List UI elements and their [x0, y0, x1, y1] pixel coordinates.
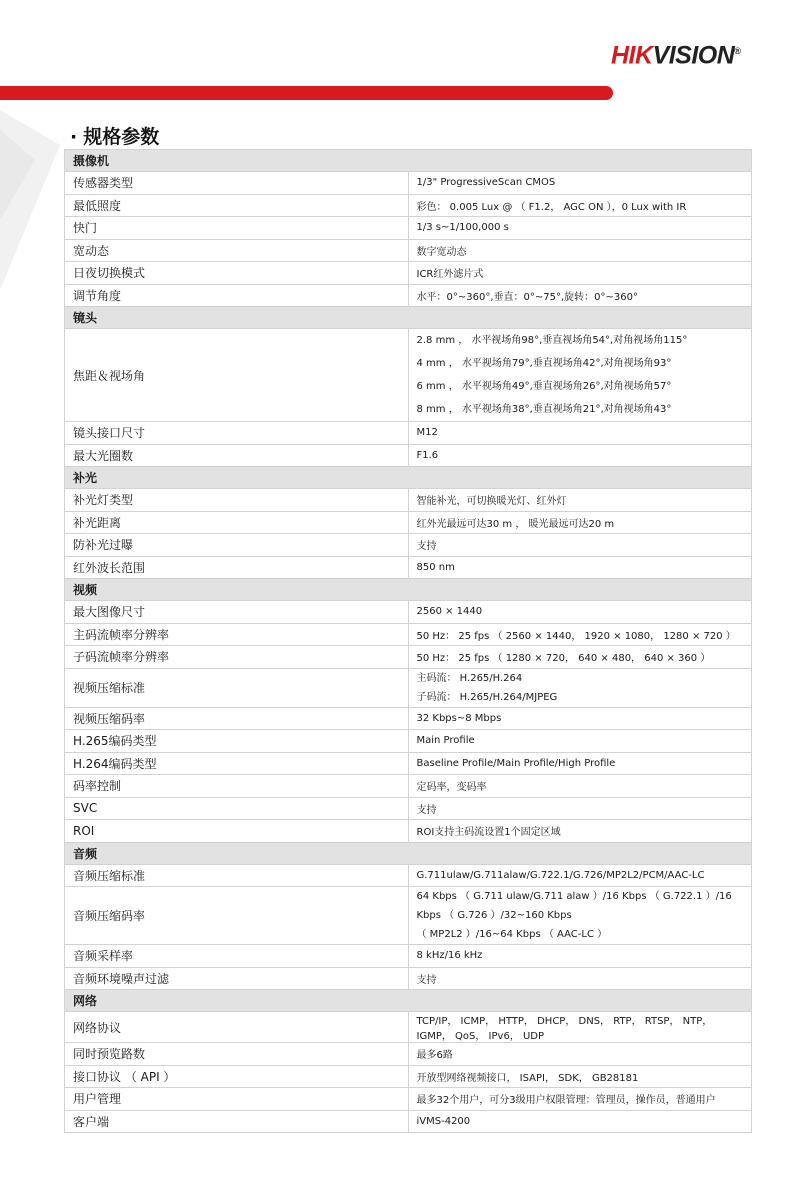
spec-value	[408, 752, 752, 775]
spec-value	[408, 668, 752, 707]
spec-value	[408, 797, 752, 820]
spec-key: 宽动态	[65, 239, 409, 262]
spec-value-line: 1/3" ProgressiveScan CMOS	[416, 177, 556, 189]
spec-value-line: 支持	[416, 804, 437, 816]
spec-row	[65, 1012, 752, 1043]
spec-table	[64, 149, 752, 1133]
spec-value-line: Main Profile	[416, 735, 475, 747]
spec-value-line: （ MP2L2 ）/16~64 Kbps （ AAC-LC ）	[416, 929, 608, 940]
spec-value	[408, 1110, 752, 1133]
spec-value-line: 智能补光，可切换暖光灯、红外灯	[416, 496, 567, 508]
spec-key: 客户端	[65, 1110, 409, 1133]
spec-key: 防补光过曝	[65, 534, 409, 557]
spec-value-line: 8 mm ， 水平视场角38°,垂直视场角21°,对角视场角43°	[416, 404, 672, 415]
spec-row	[65, 239, 752, 262]
spec-value-line: 最多32个用户，可分3级用户权限管理：管理员，操作员，普通用户	[416, 1095, 716, 1107]
spec-key: H.264编码类型	[65, 752, 409, 775]
spec-value-line: 850 nm	[416, 561, 455, 573]
section-header-row	[65, 579, 752, 601]
spec-key: 日夜切换模式	[65, 262, 409, 285]
spec-value-line: G.711ulaw/G.711alaw/G.722.1/G.726/MP2L2/PCM/AAC-LC	[416, 869, 705, 881]
spec-value-line: 2560 × 1440	[416, 606, 483, 618]
spec-value-line: 水平：0°~360°,垂直：0°~75°,旋转：0°~360°	[416, 291, 638, 303]
spec-key: 视频压缩标准	[65, 668, 409, 707]
section-title: 音频	[65, 842, 752, 864]
spec-value-line: M12	[416, 427, 438, 439]
spec-value	[408, 444, 752, 467]
spec-value	[408, 556, 752, 579]
spec-key: 镜头接口尺寸	[65, 422, 409, 445]
spec-value-line: 主码流： H.265/H.264	[416, 672, 523, 684]
spec-key: 焦距＆视场角	[65, 329, 409, 422]
spec-value-line: 32 Kbps~8 Mbps	[416, 712, 502, 724]
section-title: 视频	[65, 579, 752, 601]
spec-value-line: 数字宽动态	[416, 246, 467, 258]
spec-row	[65, 967, 752, 990]
spec-row	[65, 1110, 752, 1133]
spec-value-line: TCP/IP， ICMP， HTTP， DHCP， DNS， RTP， RTSP， NTP， IGMP， QoS， IPv6， UDP	[416, 1016, 713, 1042]
spec-key: 补光距离	[65, 511, 409, 534]
spec-row	[65, 775, 752, 798]
spec-value-line: 50 Hz： 25 fps （ 1280 × 720， 640 × 480， 640 × 360 ）	[416, 653, 711, 665]
spec-row	[65, 489, 752, 512]
spec-value	[408, 1088, 752, 1111]
spec-row	[65, 422, 752, 445]
spec-value-line: 支持	[416, 974, 437, 986]
header-red-bar	[0, 86, 613, 100]
page-title: · 规格参数	[70, 126, 160, 148]
spec-row	[65, 262, 752, 285]
spec-row	[65, 194, 752, 217]
spec-key: 快门	[65, 217, 409, 240]
spec-row	[65, 707, 752, 730]
spec-value-line: 最多6路	[416, 1050, 453, 1062]
spec-key: 最大光圈数	[65, 444, 409, 467]
spec-key: 子码流帧率分辨率	[65, 646, 409, 669]
spec-row	[65, 172, 752, 195]
spec-key: 音频压缩标准	[65, 864, 409, 887]
spec-value	[408, 646, 752, 669]
section-title: 摄像机	[65, 150, 752, 172]
spec-value-line: 支持	[416, 541, 437, 553]
spec-value-line: 64 Kbps （ G.711 ulaw/G.711 alaw ）/16 Kbps （ G.722.1 ）/16 Kbps （ G.726 ）/32~160 Kbps	[416, 891, 732, 921]
spec-key: 接口协议 （ API ）	[65, 1065, 409, 1088]
spec-value-line: 定码率，变码率	[416, 782, 487, 794]
spec-row	[65, 1065, 752, 1088]
spec-value	[408, 1012, 752, 1043]
spec-value	[408, 967, 752, 990]
spec-row	[65, 646, 752, 669]
spec-row	[65, 730, 752, 753]
spec-value-line: iVMS-4200	[416, 1115, 471, 1127]
spec-value-line: 4 mm ， 水平视场角79°,垂直视场角42°,对角视场角93°	[416, 358, 672, 369]
spec-value	[408, 820, 752, 843]
section-title: 网络	[65, 990, 752, 1012]
spec-value	[408, 239, 752, 262]
spec-row	[65, 945, 752, 968]
spec-value	[408, 489, 752, 512]
spec-row	[65, 623, 752, 646]
spec-value-line: 2.8 mm ， 水平视场角98°,垂直视场角54°,对角视场角115°	[416, 335, 688, 346]
spec-row	[65, 820, 752, 843]
spec-row	[65, 601, 752, 624]
spec-key: 最大图像尺寸	[65, 601, 409, 624]
spec-value	[408, 775, 752, 798]
spec-row	[65, 534, 752, 557]
spec-value	[408, 1043, 752, 1066]
section-header-row	[65, 467, 752, 489]
spec-row	[65, 752, 752, 775]
spec-row	[65, 797, 752, 820]
section-title: 补光	[65, 467, 752, 489]
spec-value-line: 彩色： 0.005 Lux @ （ F1.2， AGC ON ），0 Lux with IR	[416, 201, 687, 213]
spec-row	[65, 444, 752, 467]
spec-value-line: 8 kHz/16 kHz	[416, 950, 483, 962]
spec-value	[408, 329, 752, 422]
spec-value-line: F1.6	[416, 449, 439, 461]
spec-key: 网络协议	[65, 1012, 409, 1043]
spec-value	[408, 534, 752, 557]
spec-key: 音频采样率	[65, 945, 409, 968]
spec-row	[65, 329, 752, 422]
spec-key: 同时预览路数	[65, 1043, 409, 1066]
spec-value	[408, 284, 752, 307]
spec-value	[408, 217, 752, 240]
spec-key: 传感器类型	[65, 172, 409, 195]
spec-value-line: 50 Hz： 25 fps （ 2560 × 1440， 1920 × 1080， 1280 × 720 ）	[416, 630, 736, 642]
section-title: 镜头	[65, 307, 752, 329]
spec-key: 红外波长范围	[65, 556, 409, 579]
spec-key: 码率控制	[65, 775, 409, 798]
spec-row	[65, 284, 752, 307]
spec-key: 最低照度	[65, 194, 409, 217]
spec-key: 调节角度	[65, 284, 409, 307]
spec-key: 视频压缩码率	[65, 707, 409, 730]
hikvision-logo: HIKVISION®	[611, 41, 741, 70]
spec-value	[408, 172, 752, 195]
spec-value	[408, 1065, 752, 1088]
spec-value-line: 子码流： H.265/H.264/MJPEG	[416, 691, 558, 703]
spec-row	[65, 217, 752, 240]
spec-key: 音频环境噪声过滤	[65, 967, 409, 990]
spec-key: 用户管理	[65, 1088, 409, 1111]
spec-value	[408, 422, 752, 445]
spec-value	[408, 511, 752, 534]
spec-key: 音频压缩码率	[65, 887, 409, 945]
spec-row	[65, 668, 752, 707]
spec-value	[408, 194, 752, 217]
spec-value-line: ROI支持主码流设置1个固定区域	[416, 827, 561, 839]
spec-value	[408, 601, 752, 624]
spec-value-line: ICR红外滤片式	[416, 269, 484, 281]
spec-row	[65, 864, 752, 887]
spec-value-line: Baseline Profile/Main Profile/High Profile	[416, 757, 616, 769]
decorative-background-triangle	[0, 100, 70, 300]
spec-row	[65, 887, 752, 945]
spec-value	[408, 864, 752, 887]
spec-value	[408, 887, 752, 945]
section-header-row	[65, 150, 752, 172]
section-header-row	[65, 307, 752, 329]
spec-key: 主码流帧率分辨率	[65, 623, 409, 646]
spec-key: SVC	[65, 797, 409, 820]
spec-row	[65, 1088, 752, 1111]
spec-value	[408, 623, 752, 646]
spec-value-line: 1/3 s~1/100,000 s	[416, 222, 509, 234]
spec-value	[408, 730, 752, 753]
spec-value	[408, 707, 752, 730]
spec-value-line: 6 mm ， 水平视场角49°,垂直视场角26°,对角视场角57°	[416, 381, 672, 392]
spec-value	[408, 945, 752, 968]
spec-row	[65, 511, 752, 534]
section-header-row	[65, 990, 752, 1012]
spec-key: H.265编码类型	[65, 730, 409, 753]
spec-value-line: 开放型网络视频接口， ISAPI， SDK， GB28181	[416, 1072, 639, 1084]
spec-key: 补光灯类型	[65, 489, 409, 512]
spec-row	[65, 556, 752, 579]
spec-row	[65, 1043, 752, 1066]
section-header-row	[65, 842, 752, 864]
spec-key: ROI	[65, 820, 409, 843]
spec-value-line: 红外光最远可达30 m ， 暖光最远可达20 m	[416, 518, 615, 530]
spec-value	[408, 262, 752, 285]
